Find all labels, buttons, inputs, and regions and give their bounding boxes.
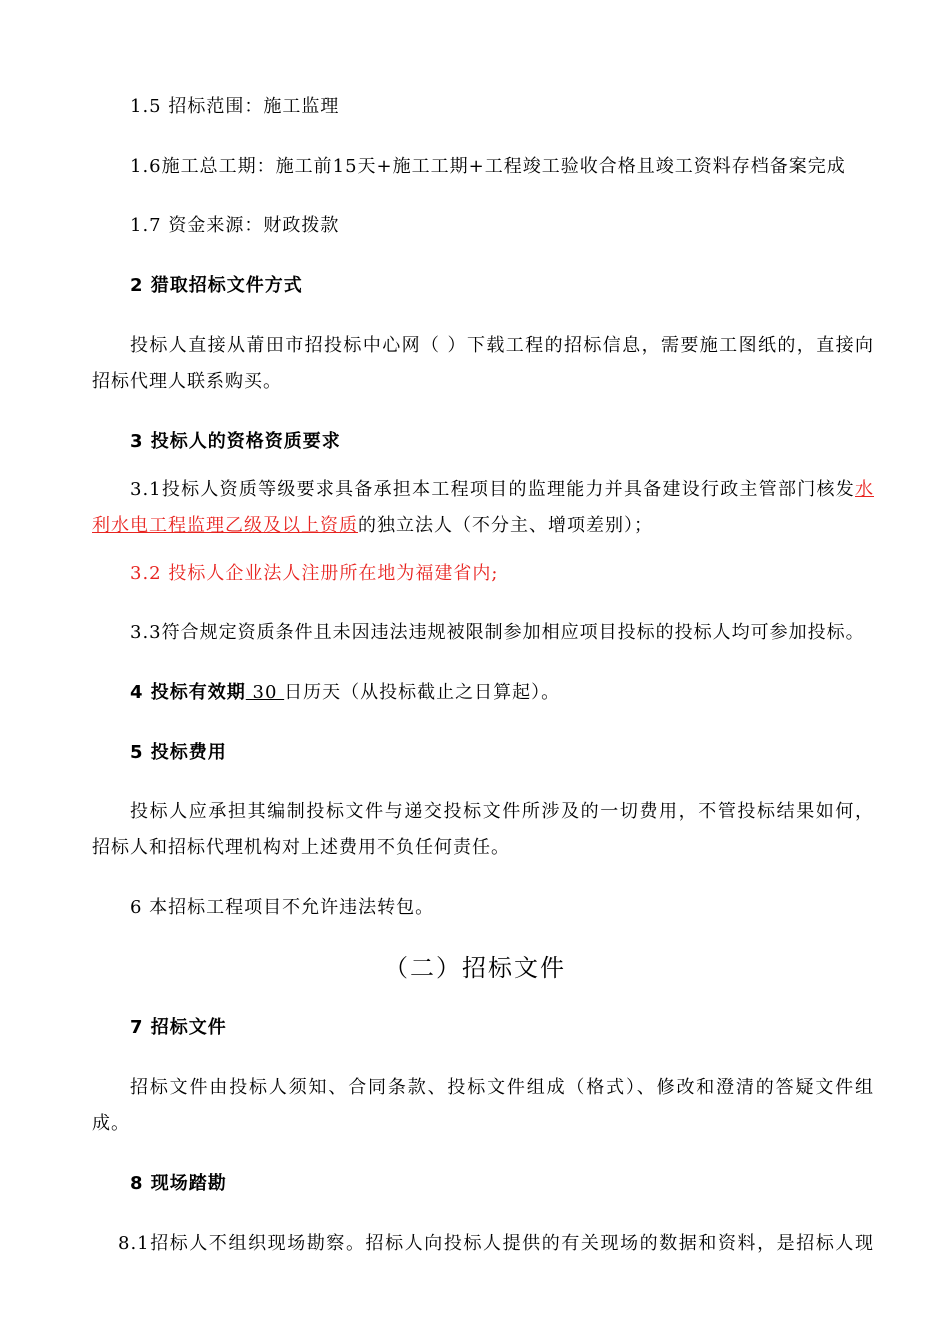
heading-7: 7 招标文件 bbox=[130, 1017, 227, 1038]
clause-4-label: 4 投标有效期 bbox=[130, 682, 246, 703]
para-2-line-2: 招标代理人联系购买。 bbox=[92, 371, 282, 392]
clause-3-1-tail: 的独立法人（不分主、增项差别）； bbox=[358, 515, 653, 536]
clause-1-7: 1.7 资金来源：财政拨款 bbox=[130, 215, 340, 236]
para-5-line-2: 招标人和招标代理机构对上述费用不负任何责任。 bbox=[92, 837, 510, 858]
para-7-line-2: 成。 bbox=[92, 1113, 130, 1134]
heading-3: 3 投标人的资格资质要求 bbox=[130, 431, 341, 452]
clause-3-1-line-1 bbox=[130, 477, 874, 503]
para-5-line-1: 投标人应承担其编制投标文件与递交投标文件所涉及的一切费用，不管投标结果如何， bbox=[130, 801, 874, 822]
qualification-highlight-start: 水 bbox=[855, 479, 874, 500]
para-2-line-1: 投标人直接从莆田市招投标中心网（ ）下载工程的招标信息，需要施工图纸的，直接向 bbox=[130, 335, 874, 356]
clause-3-3: 3.3符合规定资质条件且未因违法违规被限制参加相应项目投标的投标人均可参加投标。 bbox=[130, 622, 865, 643]
clause-1-5: 1.5 招标范围：施工监理 bbox=[130, 96, 340, 117]
heading-5: 5 投标费用 bbox=[130, 742, 227, 763]
clause-6: 6 本招标工程项目不允许违法转包。 bbox=[130, 897, 435, 918]
heading-8: 8 现场踏勘 bbox=[130, 1173, 227, 1194]
clause-3-1-text: 3.1投标人资质等级要求具备承担本工程项目的监理能力并具备建设行政主管部门核发 bbox=[130, 479, 855, 500]
clause-1-6: 1.6施工总工期：施工前15天+施工工期+工程竣工验收合格且竣工资料存档备案完成 bbox=[130, 156, 846, 177]
clause-4 bbox=[130, 680, 874, 706]
clause-8-1: 8.1招标人不组织现场勘察。招标人向投标人提供的有关现场的数据和资料，是招标人现 bbox=[118, 1233, 874, 1254]
qualification-highlight: 利水电工程监理乙级及以上资质 bbox=[92, 515, 358, 536]
heading-2: 2 猎取招标文件方式 bbox=[130, 275, 303, 296]
para-7-line-1: 招标文件由投标人须知、合同条款、投标文件组成（格式）、修改和澄清的答疑文件组 bbox=[130, 1077, 874, 1098]
clause-3-1-line-2 bbox=[92, 513, 874, 539]
clause-4-tail: 日历天（从投标截止之日算起）。 bbox=[284, 682, 561, 703]
validity-days: 30 bbox=[245, 682, 285, 703]
section-title: （二）招标文件 bbox=[384, 954, 566, 982]
clause-3-2: 3.2 投标人企业法人注册所在地为福建省内; bbox=[130, 563, 499, 584]
